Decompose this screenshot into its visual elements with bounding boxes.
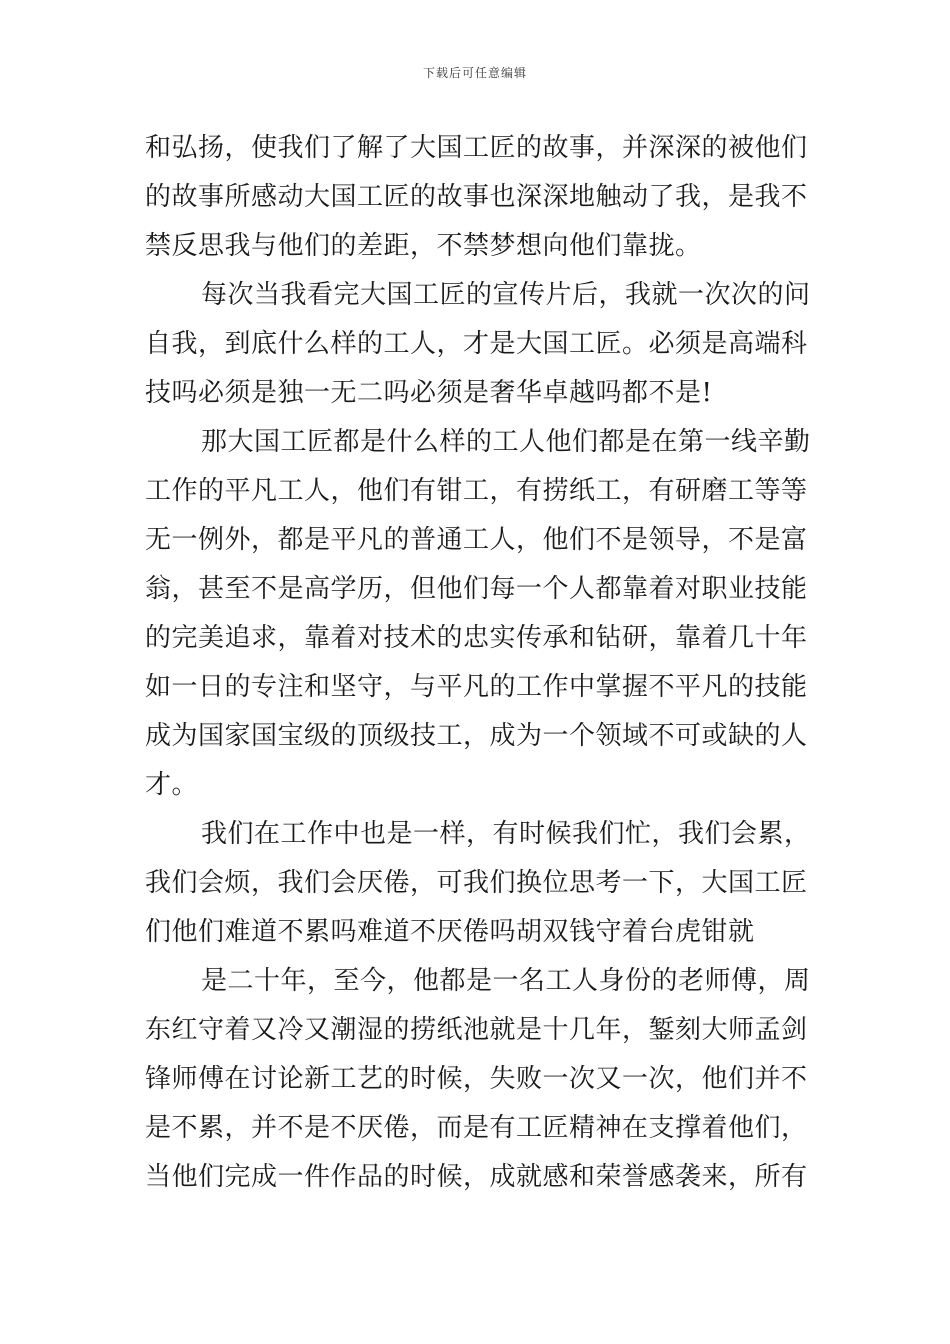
body-text-line: 和弘扬，使我们了解了大国工匠的故事，并深深的被他们 (145, 133, 808, 163)
body-text-line: 成为国家国宝级的顶级技工，成为一个领域不可或缺的人 (145, 721, 808, 751)
body-text-line: 每次当我看完大国工匠的宣传片后，我就一次次的问 (201, 280, 811, 310)
body-text-line: 的完美追求，靠着对技术的忠实传承和钻研，靠着几十年 (145, 623, 808, 653)
body-text-line: 自我，到底什么样的工人，才是大国工匠。必须是高端科 (145, 329, 808, 359)
body-text-line: 才。 (145, 770, 199, 800)
body-text-line: 我们会烦，我们会厌倦，可我们换位思考一下，大国工匠 (145, 868, 808, 898)
body-text-line: 禁反思我与他们的差距，不禁梦想向他们靠拢。 (145, 231, 702, 261)
body-text-line: 东红守着又冷又潮湿的捞纸池就是十几年，錾刻大师孟剑 (145, 1015, 808, 1045)
document-body (145, 124, 811, 1202)
body-text-line: 工作的平凡工人，他们有钳工，有捞纸工，有研磨工等等 (145, 476, 808, 506)
body-text-line: 技吗必须是独一无二吗必须是奢华卓越吗都不是! (145, 378, 713, 408)
body-text-line: 无一例外，都是平凡的普通工人，他们不是领导，不是富 (145, 525, 808, 555)
body-text-line: 我们在工作中也是一样，有时候我们忙，我们会累， (201, 819, 811, 849)
body-text-line: 当他们完成一件作品的时候，成就感和荣誉感袭来，所有 (145, 1162, 808, 1192)
page-header-note: 下载后可任意编辑 (422, 66, 527, 80)
body-text-line: 的故事所感动大国工匠的故事也深深地触动了我，是我不 (145, 182, 808, 212)
body-text-line: 是二十年，至今，他都是一名工人身份的老师傅，周 (201, 966, 811, 996)
body-text-line: 们他们难道不累吗难道不厌倦吗胡双钱守着台虎钳就 (145, 917, 755, 947)
body-text-line: 锋师傅在讨论新工艺的时候，失败一次又一次，他们并不 (145, 1064, 808, 1094)
body-text-line: 是不累，并不是不厌倦，而是有工匠精神在支撑着他们， (145, 1113, 808, 1143)
body-text-line: 如一日的专注和坚守，与平凡的工作中掌握不平凡的技能 (145, 672, 808, 702)
body-text-line: 翁，甚至不是高学历，但他们每一个人都靠着对职业技能 (145, 574, 808, 604)
body-text-line: 那大国工匠都是什么样的工人他们都是在第一线辛勤 (201, 427, 811, 457)
